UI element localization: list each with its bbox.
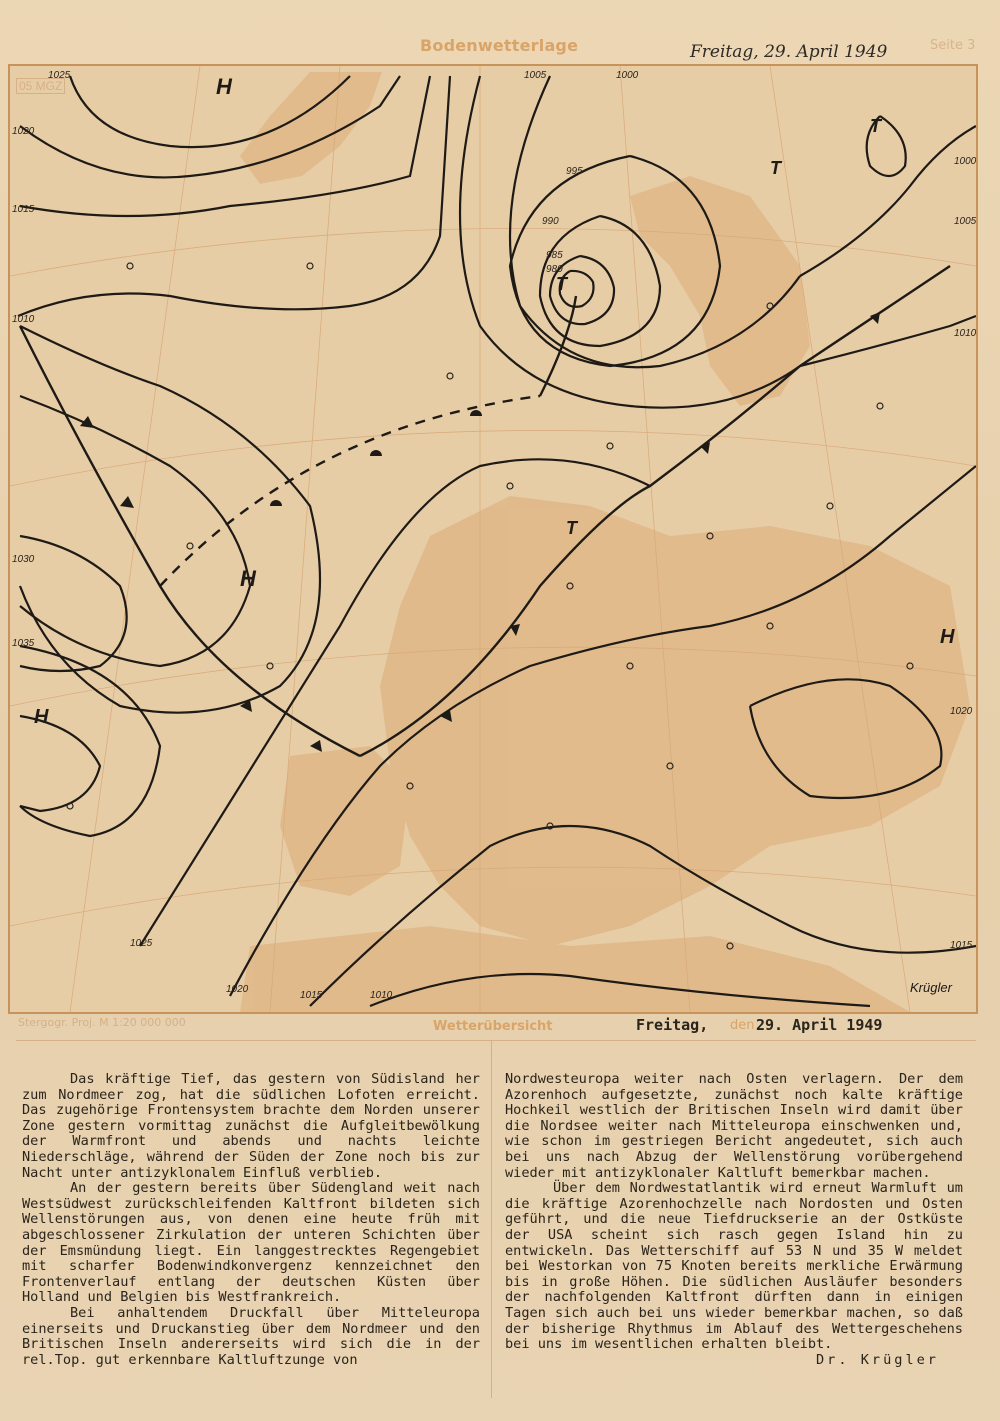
isobar-label: 1025 bbox=[48, 70, 71, 81]
isobar-label: 995 bbox=[566, 166, 583, 177]
paragraph: Nordwesteuropa weiter nach Osten verlagern. Der dem Azorenhoch aufgesetzte, zunächst noch kalte kräftige Hochkeil westlich der Britischen Inseln wird damit über die Nordsee weiter nach Mitteleuropa einschwenken und, wie schon im gestriegen Bericht angedeutet, sich auch bei uns nach Abzug der Wellenstörung vorübergehend wieder mit antizyklonaler Kaltluft bemerkbar machen. bbox=[505, 1071, 963, 1181]
isobar-1010-west bbox=[18, 76, 450, 316]
isobar-label: 1015 bbox=[950, 940, 973, 951]
isobar-high-west bbox=[20, 326, 320, 713]
warm-front-semicircle bbox=[370, 450, 382, 456]
station-plot bbox=[187, 543, 193, 549]
high-pressure-center-marker: H bbox=[240, 566, 256, 591]
isobar-label: 1000 bbox=[616, 70, 639, 81]
isobar-label: 1000 bbox=[954, 156, 977, 167]
station-plot bbox=[827, 503, 833, 509]
divider-vertical bbox=[491, 1040, 492, 1398]
map-signature: Krügler bbox=[910, 980, 952, 995]
overview-den: den bbox=[730, 1018, 755, 1033]
isobar-1025-inner bbox=[20, 396, 250, 666]
overview-date: 29. April 1949 bbox=[756, 1016, 883, 1034]
landmass-layer bbox=[240, 72, 973, 1012]
isobar-label: 1010 bbox=[954, 328, 977, 339]
isobar-label: 1015 bbox=[12, 204, 35, 215]
isobar-label: 1005 bbox=[954, 216, 977, 227]
low-pressure-center-marker: T bbox=[566, 518, 577, 538]
cold-front-triangle bbox=[310, 740, 322, 752]
station-plot bbox=[877, 403, 883, 409]
isobar-1030-west bbox=[20, 536, 127, 671]
station-plot bbox=[607, 443, 613, 449]
paragraph: Bei anhaltendem Druckfall über Mitteleuropa einerseits und Druckanstieg über dem Nordmeer und den Britischen Inseln andererseits wird sich die in der rel.Top. gut erkennbare Kaltluftzunge von bbox=[22, 1304, 480, 1368]
isobar-label: 1020 bbox=[12, 126, 35, 137]
meridian-line bbox=[70, 66, 200, 1012]
overview-title: Wetterübersicht bbox=[433, 1019, 553, 1034]
isobar-label: 1005 bbox=[524, 70, 547, 81]
station-plot bbox=[507, 483, 513, 489]
isobar-1035-southwest bbox=[20, 646, 160, 836]
cold-front-west bbox=[20, 326, 360, 756]
isobar-1005-east bbox=[800, 126, 976, 276]
page-number: Seite 3 bbox=[930, 38, 976, 53]
isobar-label: 990 bbox=[542, 216, 559, 227]
station-plot bbox=[447, 373, 453, 379]
station-plot bbox=[267, 663, 273, 669]
isobar-label: 980 bbox=[546, 264, 563, 275]
greenland-land bbox=[240, 72, 382, 184]
isobar-label: 1030 bbox=[12, 554, 35, 565]
surface-weather-map bbox=[8, 64, 978, 1014]
map-corner-label: 05 MGZ bbox=[16, 78, 65, 94]
text-column-right bbox=[505, 1072, 963, 1368]
map-canvas bbox=[10, 66, 976, 1012]
isobar-label: 1015 bbox=[300, 990, 323, 1001]
high-pressure-center-marker: H bbox=[216, 74, 232, 99]
divider-horizontal bbox=[16, 1040, 976, 1041]
isobar-label: 985 bbox=[546, 250, 563, 261]
author-signature: Dr. Krügler bbox=[815, 1351, 939, 1368]
overview-day: Freitag, bbox=[636, 1016, 709, 1034]
low-pressure-center-marker: T bbox=[556, 274, 567, 294]
high-pressure-center-marker: H bbox=[34, 706, 49, 728]
paragraph: An der gestern bereits über Südengland weit nach Westsüdwest zurückschleifenden Kaltfront bildeten sich Wellenstörungen aus, von denen eine heute früh mit abgeschlossener Zirkulation der unteren Schichten über der Emsmündung liegt. Ein langgestrecktes Regengebiet mit scharfer Bodenwindkonvergenz kennzeichnet den Frontenverlauf entlang der deutschen Küsten über Holland und Belgien bis Westfrankreich. bbox=[22, 1180, 480, 1306]
isobar-label: 1025 bbox=[130, 938, 153, 949]
projection-note: Stergogr. Proj. M 1:20 000 000 bbox=[18, 1016, 186, 1029]
isobar-1030-southwest bbox=[20, 716, 100, 811]
paragraph: Das kräftige Tief, das gestern von Südisland her zum Nordmeer zog, hat die südlichen Lofoten erreicht. Das zugehörige Frontensystem brachte dem Norden unserer Zone gestern vormittag zunächst die Aufgleitbewölkung der Warmfront und abends und nachts leichte Niederschläge, während der Süden der Zone noch bis zur Nacht unter antizyklonalem Einfluß verblieb. bbox=[22, 1071, 480, 1181]
isobar-label: 1035 bbox=[12, 638, 35, 649]
isobar-label: 1020 bbox=[226, 984, 249, 995]
scandinavia-land bbox=[630, 176, 810, 406]
page-title: Bodenwetterlage bbox=[420, 36, 579, 55]
high-pressure-center-marker: H bbox=[940, 626, 955, 648]
low-pressure-center-marker: T bbox=[870, 116, 881, 136]
station-plot bbox=[307, 263, 313, 269]
low-pressure-center-marker: T bbox=[770, 158, 781, 178]
station-plot bbox=[127, 263, 133, 269]
warm-front-semicircle bbox=[270, 500, 282, 506]
isobar-label: 1020 bbox=[950, 706, 973, 717]
isobar-1010-east bbox=[800, 316, 976, 366]
isobar-label: 1010 bbox=[12, 314, 35, 325]
isobar-label: 1010 bbox=[370, 990, 393, 1001]
cold-front-triangle bbox=[120, 496, 134, 508]
handwritten-date: Freitag, 29. April 1949 bbox=[690, 42, 888, 62]
text-column-left bbox=[22, 1072, 480, 1368]
paragraph: Über dem Nordwestatlantik wird erneut Warmluft um die kräftige Azorenhochzelle nach Nordosten und Osten geführt, und die neue Tiefdruckserie an der Ostküste der USA scheint sich rasch gegen Island hin zu entwickeln. Das Wetterschiff auf 53 N und 35 W meldet bei Westorkan von 75 Knoten bereits merkliche Erwärmung bis in große Höhen. Die südlichen Ausläufer besonders der nachfolgenden Kaltfront dürften dann in einigen Tagen sich auch bei uns wieder bemerkbar machen, so daß der bisherige Rhythmus im Ablauf des Wettergeschehens bei uns im wesentlichen erhalten bleibt. bbox=[505, 1180, 963, 1353]
parallel-line bbox=[10, 228, 976, 276]
